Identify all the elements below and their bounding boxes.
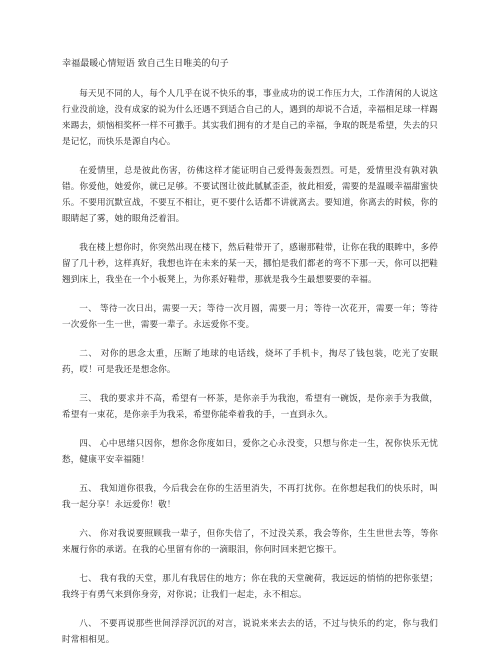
paragraph-1: 每天见不同的人，每个人几乎在说不快乐的事，事业成功的说工作压力大，工作清闲的人说这行业没前途，没有成家的说为什么还遇不到适合自己的人，遇到的却说不合适，幸福相足球一样踢来踢去，烦恼相奖杯一样不可撒手。其实我们拥有的才是自己的幸福，争取的既是希望，失去的只是记忆，而快乐是源自内心。 [62, 89, 438, 147]
paragraph-2: 在爱情里，总是彼此伤害，彷佛这样才能证明自己爱得轰轰烈烈。可是，爱情里没有孰对孰错。你爱他，她爱你，就已足够。不要试图让彼此腻腻歪歪，彼此相爱，需要的是温暖幸福甜蜜快乐。不要用沉默宣战，不要互不相让，更不要什么话都不讲就离去。要知道，你离去的时候，你的眼睛起了雾，她的眼角泛着泪。 [62, 166, 438, 224]
paragraph-9: 六、 你对我说要照顾我一辈子，但你失信了，不过没关系，我会等你，生生世世去等，等你来履行你的承诺。在我的心里留有你的一滴眼泪，你何时回来把它擦干。 [62, 529, 438, 555]
article-body [62, 86, 438, 661]
paragraph-4: 一、 等待一次日出，需要一天；等待一次月圆，需要一月；等待一次花开，需要一年；等待一次爱你一生一世，需要一辈子。永远爱你不变。 [62, 304, 438, 330]
paragraph-11: 八、 不要再说那些世间浮浮沉沉的对言，说说来来去去的话，不过与快乐的约定，你与我们时常相相见。 [62, 619, 438, 645]
paragraph-7: 四、 心中思绪只因你，想你念你度如日，爱你之心永没变，只想与你走一生，祝你快乐无忧愁，健康平安幸福随！ [62, 439, 438, 465]
paragraph-8: 五、 我知道你很我，今后我会在你的生活里消失，不再打扰你。在你想起我们的快乐时，叫我一起分享！永远爱你！敬！ [62, 484, 438, 510]
paragraph-10: 七、 我有我的天堂，那儿有我居住的地方；你在我的天堂碗荷，我远远的悄悄的把你张望；我终于有勇气来到你身旁，对你说；让我们一起走，永不相忘。 [62, 574, 438, 600]
paragraph-3: 我在楼上想你时，你突然出现在楼下，然后鞋带开了，感谢那鞋带，让你在我的眼眸中，多停留了几十秒，这样真好，我想也许在未来的某一天，挪怕是我们都老的弯不下那一天，你可以把鞋翘到床上，我坐在一个小板凳上，为你系好鞋带，那就是我今生最想要要的幸福。 [62, 243, 438, 285]
paragraph-6: 三、 我的要求并不高，希望有一杯茶，是你亲手为我泡，希望有一碗饭，是你亲手为我做，希望有一束花，是你亲手为我采，希望你能牵着我的手，一直到永久。 [62, 394, 438, 420]
article-title: 幸福最暖心情短语 致自己生日唯美的句子 [62, 59, 229, 69]
paragraph-5: 二、 对你的思念太重，压断了地球的电话线，烧坏了手机卡，掏尽了钱包装，吃光了安眠药，哎！可是我还是想念你。 [62, 349, 438, 375]
